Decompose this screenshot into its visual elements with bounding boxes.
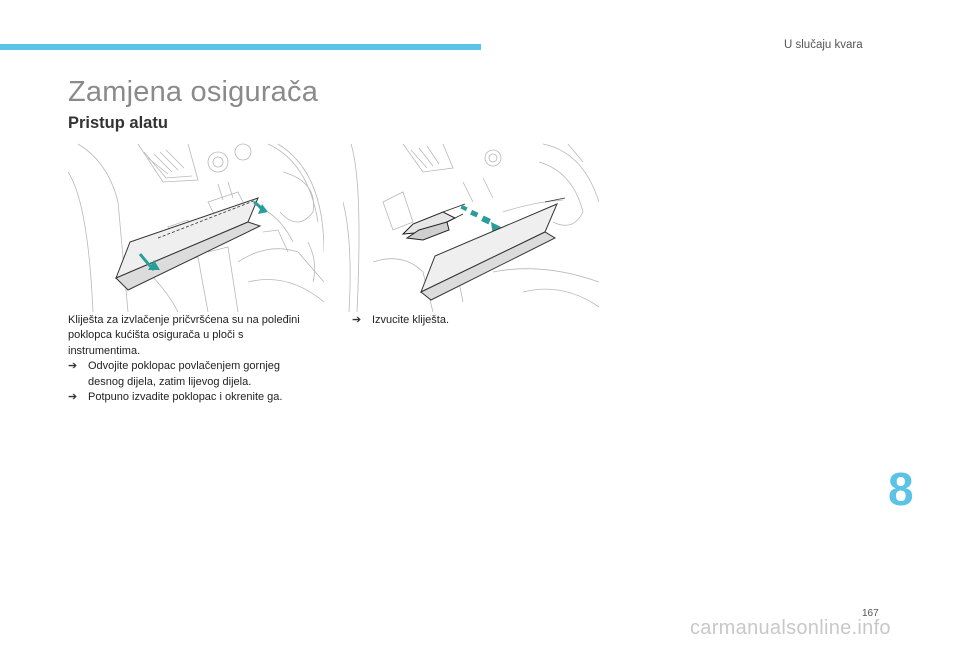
instruction-step — [68, 359, 318, 390]
instruction-step — [352, 313, 602, 328]
arrow-bullet-icon: ➔ — [68, 360, 78, 373]
chapter-accent-bar — [0, 44, 481, 50]
arrow-bullet-icon: ➔ — [68, 391, 78, 404]
page-title: Zamjena osigurača — [68, 76, 319, 108]
dashboard-drawing-right — [343, 142, 599, 312]
illustration-remove-pliers — [343, 142, 599, 312]
watermark: carmanualsonline.info — [690, 617, 891, 639]
instruction-text: Odvojite poklopac povlačenjem gornjeg desnog dijela, zatim lijevog dijela. — [88, 360, 281, 388]
instruction-text: Potpuno izvadite poklopac i okrenite ga. — [88, 391, 283, 404]
instruction-text: Izvucite kliješta. — [372, 314, 450, 326]
instruction-step — [68, 390, 318, 405]
section-title: Pristup alatu — [68, 114, 168, 132]
chapter-number: 8 — [888, 463, 914, 515]
page-number: 167 — [862, 608, 879, 619]
right-instructions — [352, 313, 602, 328]
intro-paragraph: Kliješta za izvlačenje pričvršćena su na poleđini poklopca kućišta osigurača u ploči s instrumentima. — [68, 314, 300, 357]
dashboard-drawing-left — [68, 142, 324, 312]
left-instructions — [68, 313, 318, 405]
illustration-remove-cover — [68, 142, 324, 312]
chapter-title: U slučaju kvara — [784, 39, 863, 51]
arrow-bullet-icon: ➔ — [352, 314, 362, 326]
